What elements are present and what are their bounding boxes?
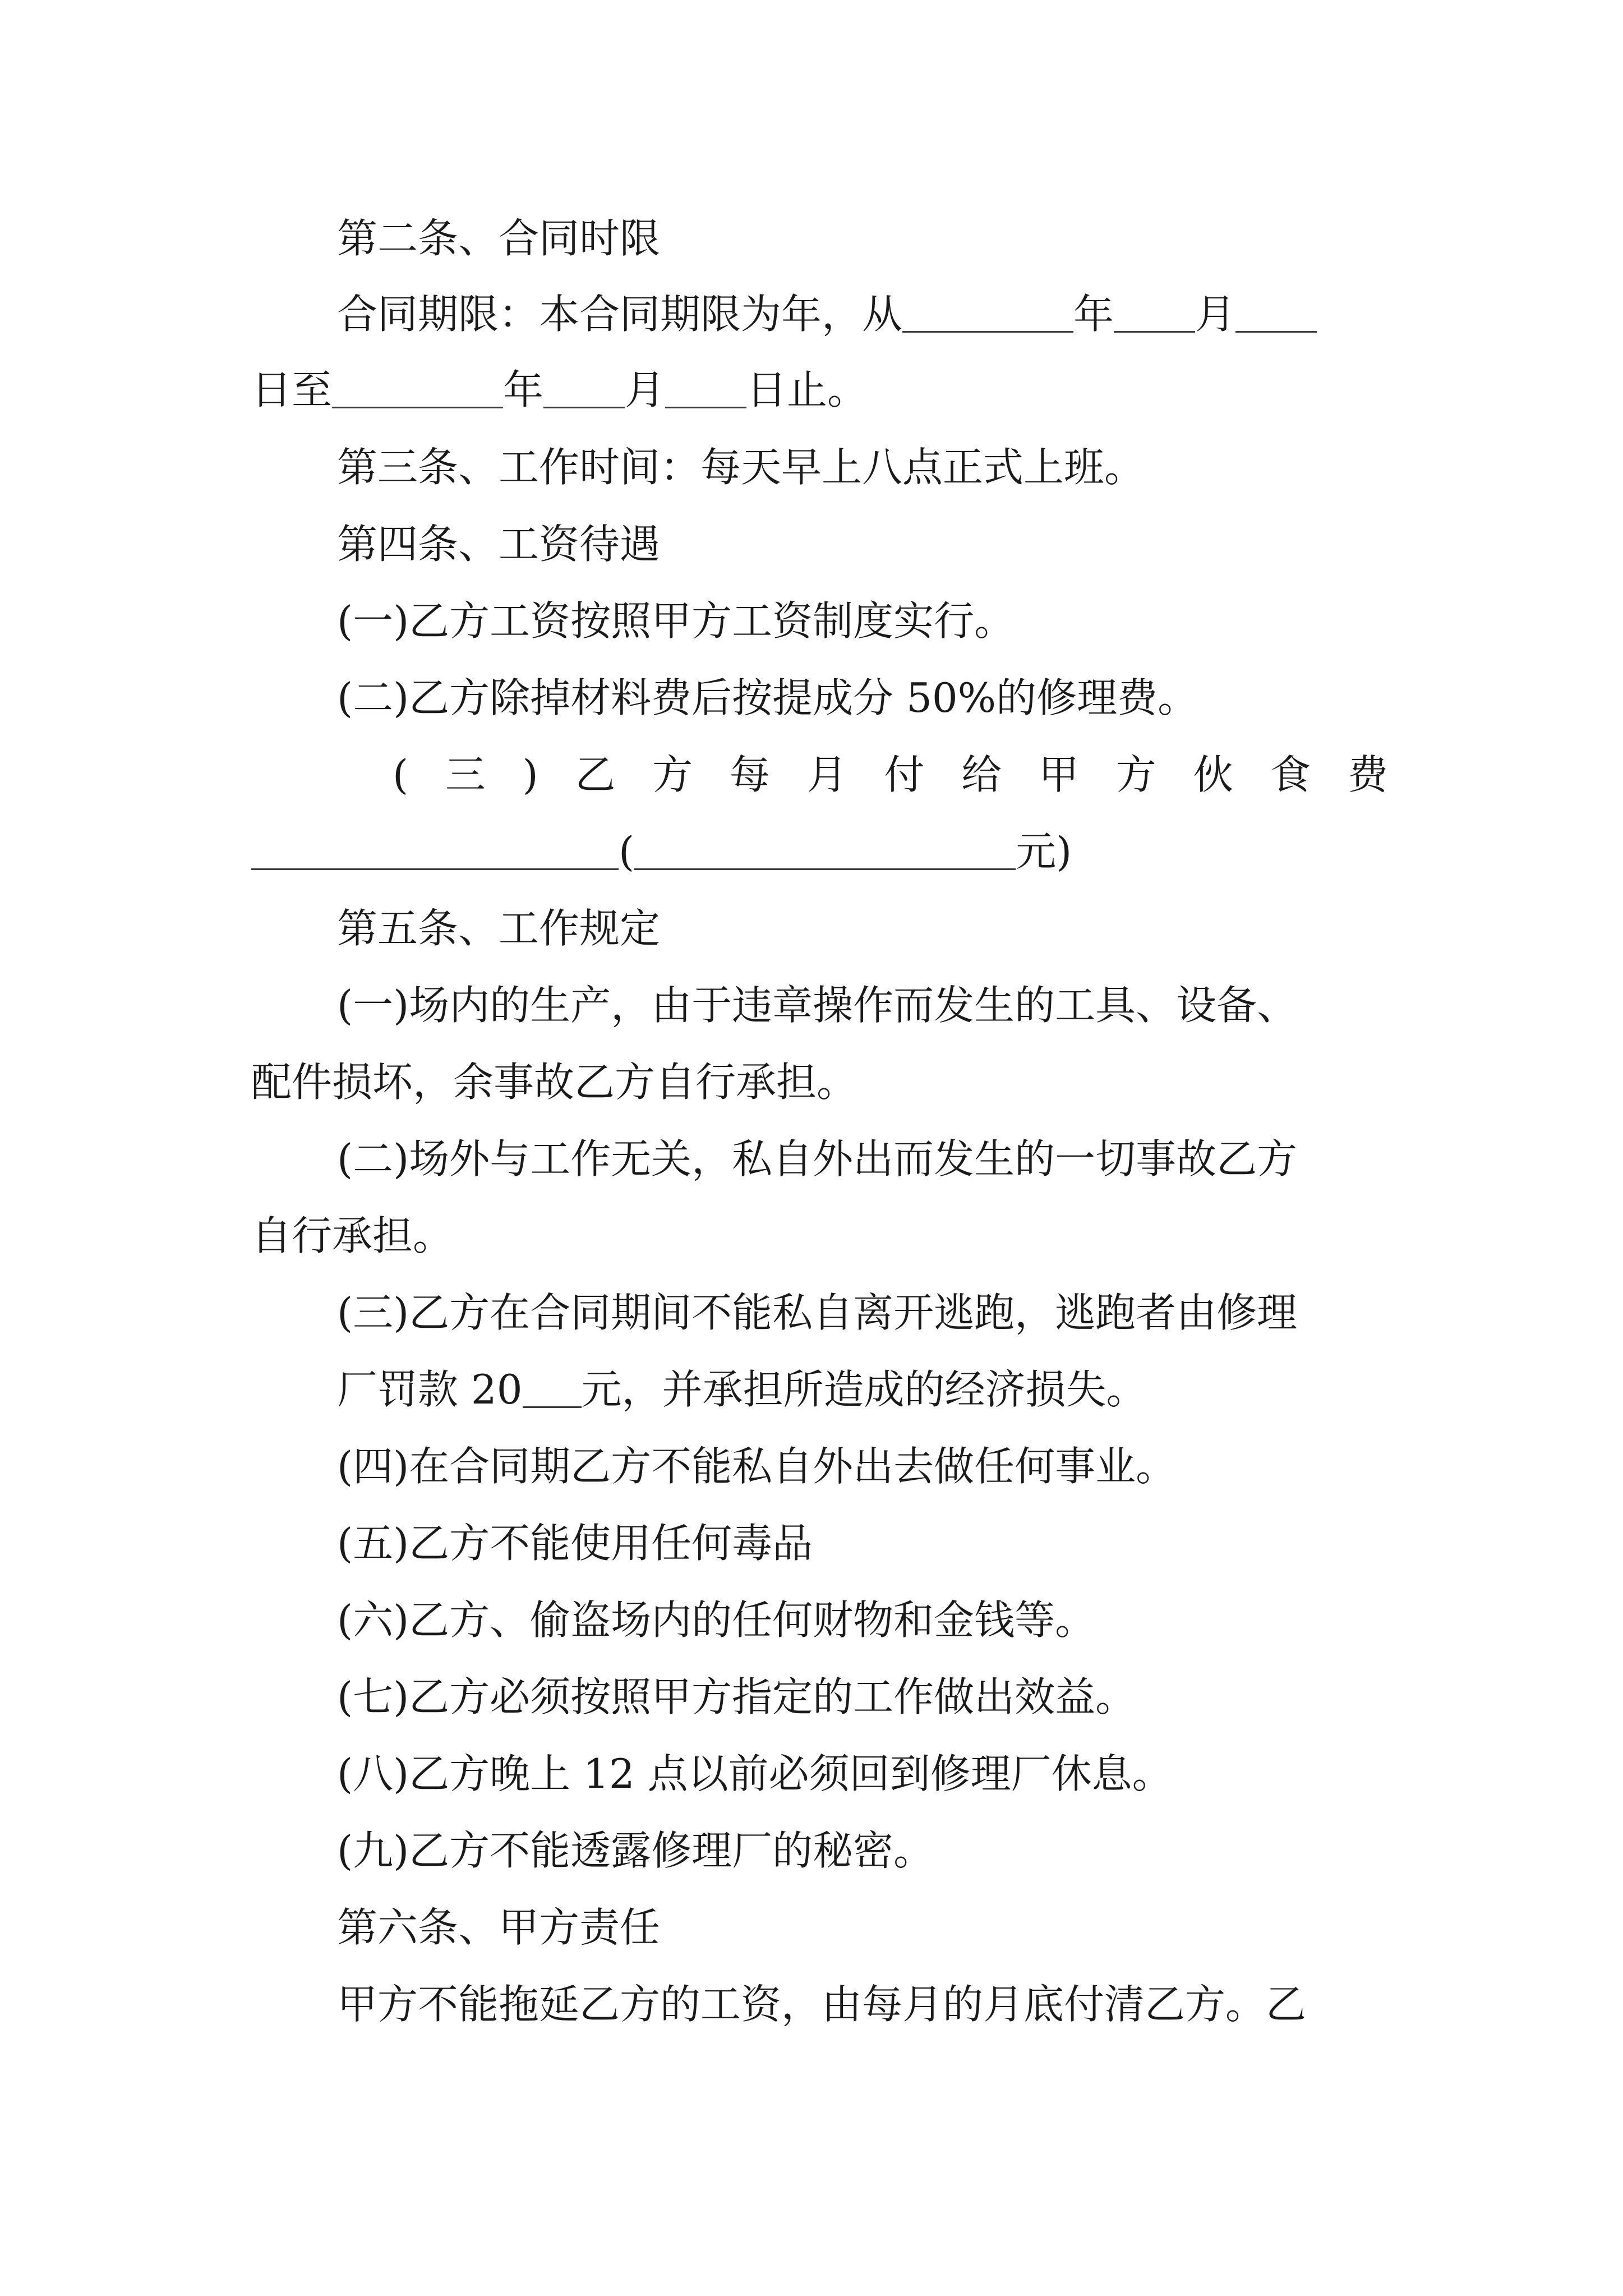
article4-item3-spread bbox=[393, 744, 1388, 806]
unit-day-to: 日至 bbox=[251, 366, 333, 413]
article5-item2-line1 bbox=[0, 1128, 1623, 1190]
blank-field bbox=[634, 825, 1016, 870]
article5-item4-text: (四)在合同期乙方不能私自外出去做任何事业。 bbox=[337, 1443, 1177, 1490]
spread-char: 每 bbox=[729, 751, 770, 798]
yuan-close: 元) bbox=[1016, 828, 1072, 875]
article6-text bbox=[0, 1973, 1623, 2035]
blank-field bbox=[332, 363, 503, 408]
article5-item3-text: (三)乙方在合同期间不能私自离开逃跑，逃跑者由修理 bbox=[337, 1289, 1298, 1336]
article2-title-text: 第二条、合同时限 bbox=[337, 215, 661, 262]
spread-char: 方 bbox=[1115, 751, 1156, 798]
article4-item1 bbox=[0, 590, 1623, 652]
article4-item2-text: (二)乙方除掉材料费后按提成分 50%的修理费。 bbox=[337, 674, 1198, 721]
article5-item4 bbox=[0, 1435, 1623, 1497]
article5-item9 bbox=[0, 1820, 1623, 1881]
spread-char: ) bbox=[522, 751, 538, 798]
article5-item6-text: (六)乙方、偷盗场内的任何财物和金钱等。 bbox=[337, 1596, 1096, 1644]
blank-field bbox=[902, 287, 1073, 333]
article4-item3-line1 bbox=[0, 744, 1623, 806]
fine-text: 厂罚款 20 bbox=[337, 1366, 523, 1413]
unit-month: 月 bbox=[625, 366, 666, 413]
article6-title bbox=[0, 1897, 1623, 1958]
article4-item2 bbox=[0, 667, 1623, 729]
paren-open: ( bbox=[619, 828, 635, 875]
article6-title-text: 第六条、甲方责任 bbox=[337, 1904, 661, 1951]
article4-item1-text: (一)乙方工资按照甲方工资制度实行。 bbox=[337, 597, 1015, 645]
article5-item8-text: (八)乙方晚上 12 点以前必须回到修理厂休息。 bbox=[337, 1750, 1173, 1797]
blank-field bbox=[1235, 287, 1317, 333]
article5-item3-line2 bbox=[0, 1359, 1623, 1420]
article2-term-line2 bbox=[0, 359, 1623, 421]
article4-title-text: 第四条、工资待遇 bbox=[337, 521, 661, 568]
article5-item1-line2 bbox=[0, 1051, 1623, 1113]
article5-item6 bbox=[0, 1589, 1623, 1651]
article2-title bbox=[0, 208, 1623, 269]
spread-char: 伙 bbox=[1193, 751, 1234, 798]
article5-title bbox=[0, 898, 1623, 959]
article5-item8 bbox=[0, 1743, 1623, 1805]
article4-title bbox=[0, 513, 1623, 575]
spread-char: 费 bbox=[1347, 751, 1388, 798]
unit-day-end: 日止。 bbox=[746, 366, 868, 413]
article5-item1-line1 bbox=[0, 974, 1623, 1036]
spread-char: 付 bbox=[884, 751, 925, 798]
blank-field bbox=[665, 363, 746, 408]
spread-char: 给 bbox=[961, 751, 1002, 798]
blank-field bbox=[523, 1363, 582, 1408]
article5-item5-text: (五)乙方不能使用任何毒品 bbox=[337, 1520, 813, 1567]
blank-field bbox=[543, 363, 625, 408]
article2-term-line1 bbox=[0, 283, 1623, 345]
article5-item7-text: (七)乙方必须按照甲方指定的工作做出效益。 bbox=[337, 1673, 1136, 1720]
article5-item1-text: (一)场内的生产，由于违章操作而发生的工具、设备、 bbox=[337, 982, 1298, 1029]
spread-char: 方 bbox=[652, 751, 693, 798]
article5-item5 bbox=[0, 1512, 1623, 1574]
unit-year: 年 bbox=[1073, 291, 1114, 338]
spread-char: 乙 bbox=[575, 751, 616, 798]
article5-item1-text-cont: 配件损坏，余事故乙方自行承担。 bbox=[251, 1059, 857, 1106]
article5-item2-text-cont: 自行承担。 bbox=[251, 1212, 454, 1259]
article5-item2-line2 bbox=[0, 1205, 1623, 1267]
unit-month: 月 bbox=[1195, 291, 1236, 338]
article5-title-text: 第五条、工作规定 bbox=[337, 905, 661, 952]
spread-char: 三 bbox=[445, 751, 486, 798]
article6-text-content: 甲方不能拖延乙方的工资，由每月的月底付清乙方。乙 bbox=[337, 1981, 1307, 2028]
term-text: 合同期限：本合同期限为年，从 bbox=[337, 291, 903, 338]
spread-char: ( bbox=[393, 751, 409, 798]
fine-text-cont: 元，并承担所造成的经济损失。 bbox=[581, 1366, 1147, 1413]
unit-year: 年 bbox=[503, 366, 544, 413]
article3-text: 第三条、工作时间：每天早上八点正式上班。 bbox=[337, 444, 1145, 491]
spread-char: 甲 bbox=[1038, 751, 1079, 798]
article5-item3-line1 bbox=[0, 1282, 1623, 1343]
spread-char: 食 bbox=[1270, 751, 1311, 798]
article5-item9-text: (九)乙方不能透露修理厂的秘密。 bbox=[337, 1827, 934, 1874]
article5-item7 bbox=[0, 1666, 1623, 1728]
article3 bbox=[0, 436, 1623, 498]
blank-field bbox=[1114, 287, 1195, 333]
blank-field bbox=[251, 825, 619, 870]
spread-char: 月 bbox=[806, 751, 847, 798]
article5-item2-text: (二)场外与工作无关，私自外出而发生的一切事故乙方 bbox=[337, 1135, 1298, 1182]
article4-item3-line2 bbox=[0, 821, 1623, 882]
